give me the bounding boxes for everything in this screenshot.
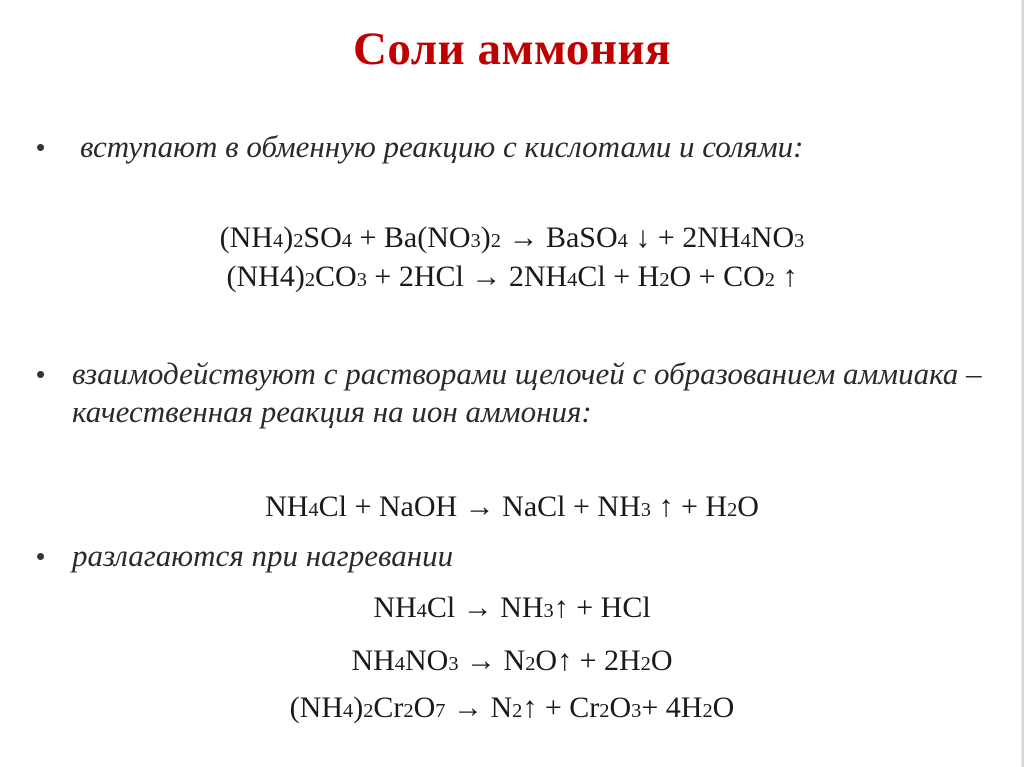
bullet-text: взаимодействуют с растворами щелочей с образованием аммиака – качественная реакция на ион аммония: <box>72 356 982 429</box>
equation: NH4NO3 → N2O↑ + 2H2O <box>351 644 673 677</box>
equation: (NH4)2CO3 + 2HCl → 2NH4Cl + H2O + CO2 ↑ <box>226 260 798 293</box>
equation: (NH4)2Cr2O7 → N2↑ + Cr2O3+ 4H2O <box>289 691 735 724</box>
bullet-text: вступают в обменную реакцию с кислотами и солями: <box>80 129 804 164</box>
equation: NH4Cl + NaOH → NaCl + NH3 ↑ + H2O <box>265 490 759 523</box>
bullet-marker: • <box>36 132 46 162</box>
bullet-marker: • <box>36 359 46 389</box>
equation: (NH4)2SO4 + Ba(NO3)2 → BaSO4 ↓ + 2NH4NO3 <box>219 221 805 254</box>
bullet-marker: • <box>36 541 46 571</box>
bullet-text: разлагаются при нагревании <box>72 538 454 573</box>
page-title: Соли аммония <box>352 23 672 75</box>
equation: NH4Cl → NH3↑ + HCl <box>373 591 651 624</box>
